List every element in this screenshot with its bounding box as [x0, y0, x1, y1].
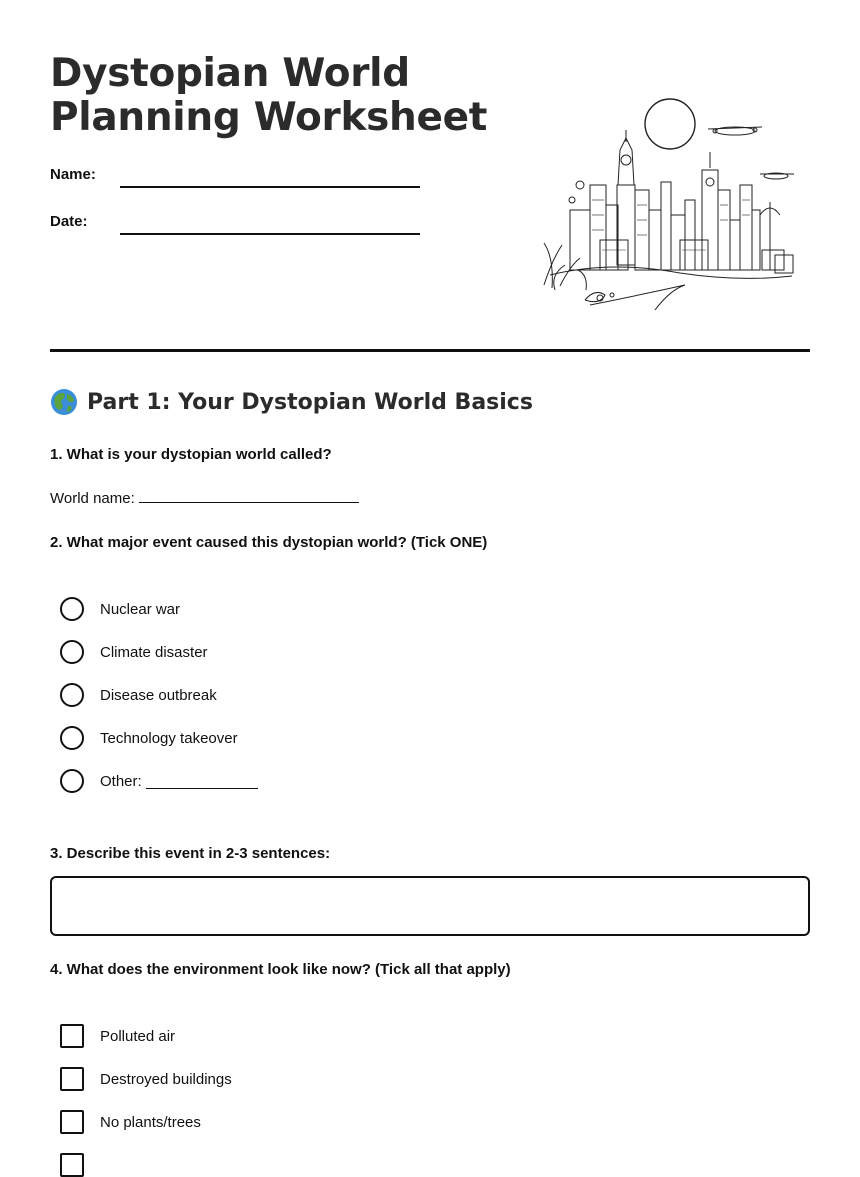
part-1-title	[50, 388, 533, 416]
checkbox[interactable]	[60, 1067, 84, 1091]
question-2: 2. What major event caused this dystopian world? (Tick ONE)	[50, 534, 488, 551]
name-label: Name:	[50, 166, 96, 183]
radio-circle[interactable]	[60, 726, 84, 750]
radio-circle[interactable]	[60, 769, 84, 793]
clock-tower-icon	[617, 130, 635, 265]
other-blank[interactable]	[146, 774, 258, 789]
option-technology-takeover[interactable]	[60, 726, 238, 750]
globe-icon	[50, 388, 78, 416]
option-no-plants-trees[interactable]	[60, 1110, 201, 1134]
date-field-line[interactable]	[120, 233, 420, 235]
option-label: Disease outbreak	[100, 686, 217, 704]
checkbox[interactable]	[60, 1110, 84, 1134]
world-name-label: World name:	[50, 490, 135, 507]
title-line-1: Dystopian World	[50, 51, 410, 96]
checkbox[interactable]	[60, 1024, 84, 1048]
world-name-answer[interactable]	[50, 487, 359, 507]
sun-icon	[645, 99, 695, 149]
option-other[interactable]	[60, 769, 258, 793]
option-destroyed-buildings[interactable]	[60, 1067, 232, 1091]
option-disease-outbreak[interactable]	[60, 683, 217, 707]
option-climate-disaster[interactable]	[60, 640, 208, 664]
option-label: Polluted air	[100, 1027, 176, 1045]
question-4: 4. What does the environment look like now? (Tick all that apply)	[50, 961, 511, 978]
option-label: Nuclear war	[100, 600, 181, 618]
plants-icon	[544, 181, 792, 310]
option-label: Other:	[100, 772, 142, 790]
part-1-title-text: Part 1: Your Dystopian World Basics	[87, 389, 533, 415]
drone-icon	[708, 127, 762, 135]
question-3: 3. Describe this event in 2-3 sentences:	[50, 845, 331, 862]
option-label: Climate disaster	[100, 643, 208, 661]
clock-tower-icon	[702, 152, 718, 270]
name-field-line[interactable]	[120, 186, 420, 188]
date-label: Date:	[50, 213, 88, 230]
option-partial-checkbox[interactable]	[60, 1153, 100, 1177]
option-polluted-air[interactable]	[60, 1024, 175, 1048]
event-description-textbox[interactable]	[50, 876, 810, 936]
world-name-blank[interactable]	[139, 487, 359, 503]
radio-circle[interactable]	[60, 640, 84, 664]
option-nuclear-war[interactable]	[60, 597, 180, 621]
header-divider	[50, 349, 810, 352]
title-line-2: Planning Worksheet	[50, 95, 488, 140]
drone-icon	[760, 173, 794, 179]
checkbox[interactable]	[60, 1153, 84, 1177]
radio-circle[interactable]	[60, 683, 84, 707]
question-1: 1. What is your dystopian world called?	[50, 446, 332, 463]
buildings-icon	[570, 182, 793, 273]
dystopian-city-illustration	[530, 90, 810, 325]
option-label: No plants/trees	[100, 1113, 201, 1131]
worksheet-title	[50, 52, 487, 140]
option-label: Destroyed buildings	[100, 1070, 232, 1088]
option-label: Technology takeover	[100, 729, 238, 747]
radio-circle[interactable]	[60, 597, 84, 621]
